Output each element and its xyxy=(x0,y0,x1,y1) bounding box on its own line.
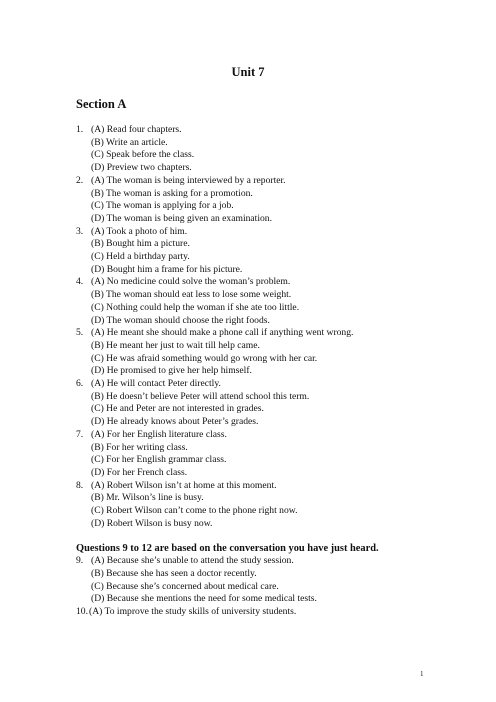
question-number: 6. xyxy=(76,378,84,390)
question-number: 4. xyxy=(76,276,84,288)
question-number: 7. xyxy=(76,428,84,440)
option: (A) The woman is being interviewed by a reporter. xyxy=(91,174,286,186)
question-item xyxy=(76,276,456,327)
question-number: 8. xyxy=(76,479,84,491)
option: (D) He promised to give her help himself. xyxy=(91,365,252,377)
question-number: 5. xyxy=(76,327,84,339)
option: (B) For her writing class. xyxy=(91,441,188,453)
option: (D) Bought him a frame for his picture. xyxy=(91,263,243,275)
option: (C) Because she’s concerned about medical care. xyxy=(91,580,279,592)
option: (B) He doesn’t believe Peter will attend school this term. xyxy=(91,390,310,402)
question-list xyxy=(76,124,456,619)
option: (D) Because she mentions the need for some medical tests. xyxy=(91,593,317,605)
option: (B) Bought him a picture. xyxy=(91,238,190,250)
option: (D) For her French class. xyxy=(91,466,188,478)
section-title: Section A xyxy=(76,97,127,111)
option: (A) Robert Wilson isn’t at home at this moment. xyxy=(91,479,277,491)
group-heading: Questions 9 to 12 are based on the conversation you have just heard. xyxy=(76,542,379,554)
question-number: 10. xyxy=(76,606,88,618)
question-item xyxy=(76,555,456,606)
option: (C) For her English grammar class. xyxy=(91,454,227,466)
option: (D) He already knows about Peter’s grades. xyxy=(91,416,259,428)
option: (B) Mr. Wilson’s line is busy. xyxy=(91,492,204,504)
option: (C) The woman is applying for a job. xyxy=(91,200,234,212)
question-item xyxy=(76,226,456,277)
option: (B) The woman should eat less to lose some weight. xyxy=(91,289,292,301)
option: (A) No medicine could solve the woman’s problem. xyxy=(91,276,291,288)
question-item xyxy=(76,429,456,480)
option: (C) Held a birthday party. xyxy=(91,251,190,263)
option: (B) He meant her just to wait till help came. xyxy=(91,339,260,351)
option: (C) Nothing could help the woman if she ate too little. xyxy=(91,301,300,313)
page-title: Unit 7 xyxy=(231,65,265,79)
questions-1-to-8 xyxy=(76,124,456,531)
option: (A) Because she’s unable to attend the study session. xyxy=(91,555,294,567)
question-9 xyxy=(76,555,456,606)
option: (A) Read four chapters. xyxy=(91,124,182,135)
question-number: 1. xyxy=(76,124,84,135)
option: (A) Took a photo of him. xyxy=(91,225,188,237)
option: (C) He was afraid something would go wrong with her car. xyxy=(91,352,318,364)
option: (B) The woman is asking for a promotion. xyxy=(91,187,253,199)
question-item xyxy=(76,480,456,531)
option: (A) To improve the study skills of university students. xyxy=(89,606,297,618)
option: (D) The woman is being given an examination. xyxy=(91,212,272,224)
question-number: 2. xyxy=(76,174,84,186)
question-10 xyxy=(76,606,456,619)
question-item xyxy=(76,378,456,429)
question-item xyxy=(76,175,456,226)
page-number: 1 xyxy=(420,670,424,678)
option: (B) Because she has seen a doctor recently. xyxy=(91,567,257,579)
option: (A) For her English literature class. xyxy=(91,428,227,440)
option: (A) He meant she should make a phone call if anything went wrong. xyxy=(91,327,354,339)
question-number: 9. xyxy=(76,555,84,567)
option: (D) Preview two chapters. xyxy=(91,162,192,174)
option: (D) The woman should choose the right foods. xyxy=(91,314,270,326)
question-number: 3. xyxy=(76,225,84,237)
option: (D) Robert Wilson is busy now. xyxy=(91,517,213,529)
option: (C) Robert Wilson can’t come to the phone right now. xyxy=(91,505,298,517)
option: (B) Write an article. xyxy=(91,136,168,148)
option: (A) He will contact Peter directly. xyxy=(91,378,221,390)
question-item xyxy=(76,327,456,378)
option: (C) Speak before the class. xyxy=(91,149,195,161)
question-item xyxy=(76,124,456,175)
option: (C) He and Peter are not interested in grades. xyxy=(91,403,264,415)
